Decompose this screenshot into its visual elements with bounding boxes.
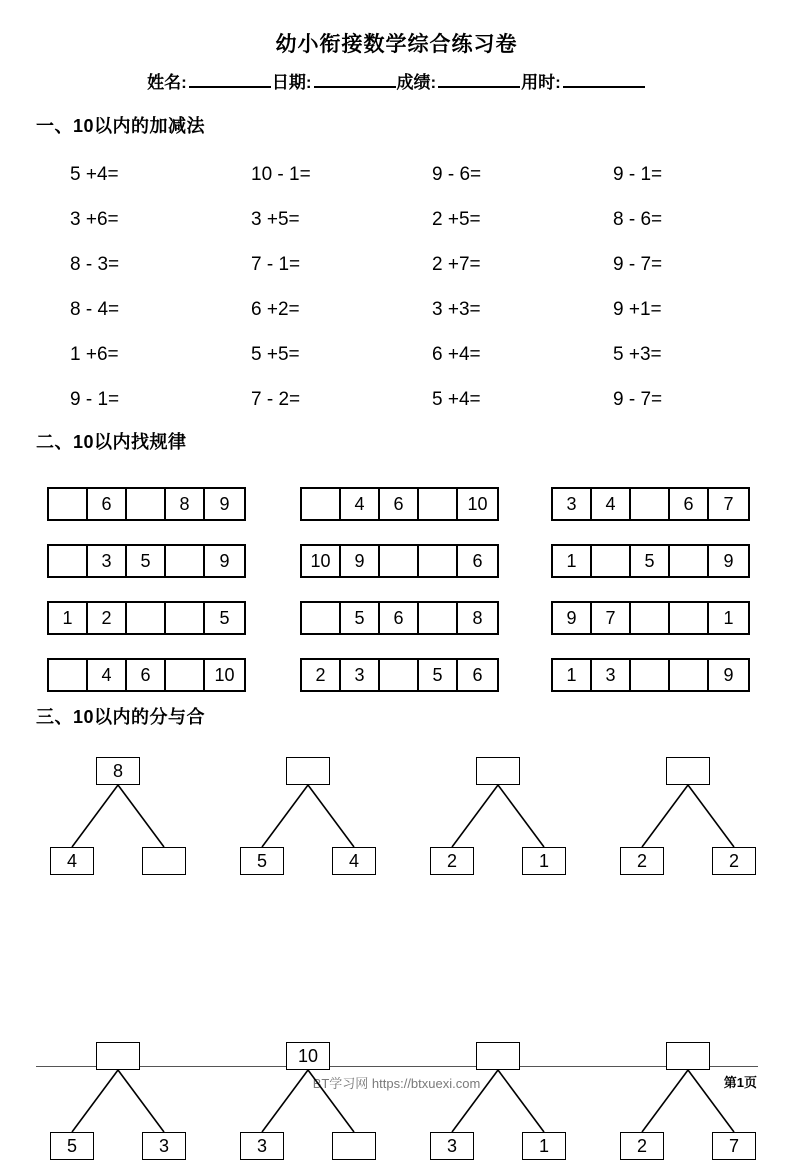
number-pattern-cell: 4 — [341, 489, 380, 519]
number-bond-blank-box[interactable] — [96, 1042, 140, 1070]
number-pattern-row — [0, 487, 793, 544]
number-pattern-cell: 5 — [341, 603, 380, 633]
number-pattern-cell: 10 — [467, 493, 488, 514]
number-pattern-blank-cell[interactable] — [631, 603, 670, 633]
number-pattern-strip — [551, 544, 750, 578]
number-pattern-strip — [47, 601, 246, 635]
number-bond-box: 8 — [96, 757, 140, 785]
number-pattern-blank-cell[interactable] — [166, 603, 205, 633]
number-pattern-cell: 1 — [723, 607, 734, 628]
number-pattern-blank-cell[interactable] — [670, 603, 709, 633]
arithmetic-problem[interactable]: 3 +3= — [432, 298, 481, 320]
section-heading-number-bonds: 三、10以内的分与合 — [36, 707, 206, 727]
number-bond-blank-box[interactable] — [666, 757, 710, 785]
number-bond-blank-box[interactable] — [666, 1042, 710, 1070]
arithmetic-problem[interactable]: 8 - 6= — [613, 208, 663, 230]
arithmetic-problem[interactable]: 2 +5= — [432, 208, 481, 230]
number-bond-box: 4 — [50, 847, 94, 875]
meta-field-blank[interactable] — [563, 85, 645, 88]
number-pattern-strip — [551, 658, 750, 692]
number-bond — [608, 757, 768, 882]
number-pattern-strip — [300, 487, 499, 521]
number-pattern-cell: 3 — [553, 489, 592, 519]
number-bond-box: 10 — [286, 1042, 330, 1070]
number-pattern-cell: 7 — [592, 603, 631, 633]
number-pattern-cell: 6 — [127, 660, 166, 690]
number-pattern-cell: 6 — [380, 603, 419, 633]
number-pattern-blank-cell[interactable] — [302, 489, 341, 519]
number-bond-box: 3 — [430, 1132, 474, 1160]
arithmetic-problem-grid — [36, 152, 760, 422]
meta-field — [272, 68, 397, 93]
number-bond-box: 7 — [712, 1132, 756, 1160]
number-pattern-strip — [551, 601, 750, 635]
arithmetic-problem[interactable]: 8 - 3= — [70, 253, 120, 275]
section-heading-addition-subtraction: 一、10以内的加减法 — [36, 116, 206, 136]
number-pattern-cell: 6 — [472, 664, 483, 685]
number-pattern-cell: 7 — [723, 493, 734, 514]
number-pattern-cell: 9 — [553, 603, 592, 633]
arithmetic-problem[interactable]: 6 +2= — [251, 298, 300, 320]
meta-field — [147, 68, 272, 93]
student-info-row — [0, 68, 793, 93]
number-bond-box: 2 — [430, 847, 474, 875]
number-bond — [228, 757, 388, 882]
meta-field-label: 成绩: — [396, 73, 437, 92]
footer-credit: BT学习网 https://btxuexi.com — [312, 1076, 481, 1091]
number-pattern-strip — [300, 658, 499, 692]
number-bond — [418, 757, 578, 882]
number-pattern-cell: 5 — [219, 607, 230, 628]
number-pattern-cell: 4 — [88, 660, 127, 690]
number-bond — [38, 757, 198, 882]
number-bond-blank-box[interactable] — [286, 757, 330, 785]
number-pattern-strip — [47, 487, 246, 521]
number-pattern-cell: 9 — [723, 550, 734, 571]
number-pattern-blank-cell[interactable] — [49, 546, 88, 576]
arithmetic-problem[interactable]: 6 +4= — [432, 343, 481, 365]
number-pattern-blank-cell[interactable] — [302, 603, 341, 633]
number-pattern-blank-cell[interactable] — [380, 546, 419, 576]
number-pattern-cell: 1 — [553, 660, 592, 690]
number-pattern-blank-cell[interactable] — [592, 546, 631, 576]
page-title: 幼小衔接数学综合练习卷 — [275, 33, 518, 56]
arithmetic-problem[interactable]: 8 - 4= — [70, 298, 120, 320]
number-pattern-cell: 8 — [472, 607, 483, 628]
number-bond-box: 2 — [712, 847, 756, 875]
number-pattern-strip — [47, 544, 246, 578]
number-pattern-blank-cell[interactable] — [127, 603, 166, 633]
number-bond-box: 3 — [240, 1132, 284, 1160]
number-pattern-blank-cell[interactable] — [380, 660, 419, 690]
number-pattern-row — [0, 601, 793, 658]
number-bond-box: 5 — [50, 1132, 94, 1160]
number-bond — [418, 1042, 578, 1167]
number-pattern-cell: 5 — [631, 546, 670, 576]
arithmetic-problem[interactable]: 9 - 1= — [70, 388, 120, 410]
meta-field — [521, 68, 646, 93]
number-pattern-blank-cell[interactable] — [419, 603, 458, 633]
number-pattern-blank-cell[interactable] — [166, 660, 205, 690]
number-pattern-cell: 2 — [302, 660, 341, 690]
number-pattern-blank-cell[interactable] — [419, 489, 458, 519]
arithmetic-problem[interactable]: 5 +3= — [613, 343, 662, 365]
arithmetic-problem[interactable]: 9 - 7= — [613, 388, 663, 410]
number-pattern-cell: 9 — [219, 493, 230, 514]
arithmetic-problem[interactable]: 9 - 1= — [613, 163, 663, 185]
number-pattern-row — [0, 544, 793, 601]
number-pattern-strip — [300, 601, 499, 635]
arithmetic-problem[interactable]: 7 - 1= — [251, 253, 301, 275]
arithmetic-problem[interactable]: 3 +5= — [251, 208, 300, 230]
meta-field-blank[interactable] — [189, 85, 271, 88]
number-pattern-cell: 2 — [88, 603, 127, 633]
meta-field-label: 用时: — [521, 73, 561, 92]
number-pattern-cell: 3 — [341, 660, 380, 690]
arithmetic-problem[interactable]: 3 +6= — [70, 208, 119, 230]
number-bond-box: 3 — [142, 1132, 186, 1160]
number-pattern-cell: 3 — [88, 546, 127, 576]
number-pattern-blank-cell[interactable] — [670, 660, 709, 690]
number-pattern-blank-cell[interactable] — [419, 546, 458, 576]
number-bond — [38, 1042, 198, 1167]
number-bond-box: 5 — [240, 847, 284, 875]
number-pattern-cell: 3 — [592, 660, 631, 690]
number-pattern-area — [0, 487, 793, 715]
number-pattern-cell: 4 — [592, 489, 631, 519]
meta-field-blank[interactable] — [438, 85, 520, 88]
number-pattern-cell: 6 — [472, 550, 483, 571]
section-heading-number-patterns: 二、10以内找规律 — [36, 432, 187, 452]
arithmetic-problem[interactable]: 9 - 7= — [613, 253, 663, 275]
number-bond-blank-box[interactable] — [332, 1132, 376, 1160]
number-pattern-blank-cell[interactable] — [127, 489, 166, 519]
number-pattern-cell: 5 — [127, 546, 166, 576]
number-pattern-cell: 9 — [219, 550, 230, 571]
number-pattern-cell: 10 — [302, 546, 341, 576]
page-number: 第1页 — [723, 1075, 757, 1090]
arithmetic-problem[interactable]: 5 +4= — [70, 163, 119, 185]
number-pattern-blank-cell[interactable] — [49, 660, 88, 690]
number-bond-box: 1 — [522, 1132, 566, 1160]
number-pattern-strip — [300, 544, 499, 578]
number-pattern-cell: 1 — [553, 546, 592, 576]
meta-field-label: 日期: — [271, 73, 312, 92]
number-bond-row — [0, 1042, 793, 1172]
meta-field — [397, 68, 522, 93]
arithmetic-problem[interactable]: 2 +7= — [432, 253, 481, 275]
number-bond-box: 2 — [620, 1132, 664, 1160]
number-pattern-blank-cell[interactable] — [631, 489, 670, 519]
number-bond-box: 4 — [332, 847, 376, 875]
arithmetic-problem[interactable]: 9 - 6= — [432, 163, 482, 185]
number-pattern-blank-cell[interactable] — [49, 489, 88, 519]
number-bond-blank-box[interactable] — [142, 847, 186, 875]
number-pattern-cell: 9 — [341, 546, 380, 576]
number-pattern-strip — [551, 487, 750, 521]
number-pattern-blank-cell[interactable] — [670, 546, 709, 576]
number-pattern-cell: 10 — [214, 664, 235, 685]
number-pattern-cell: 5 — [419, 660, 458, 690]
arithmetic-problem[interactable]: 10 - 1= — [251, 163, 311, 185]
number-pattern-blank-cell[interactable] — [631, 660, 670, 690]
number-bond-blank-box[interactable] — [476, 1042, 520, 1070]
arithmetic-problem[interactable]: 5 +4= — [432, 388, 481, 410]
meta-field-label: 姓名: — [147, 73, 187, 92]
arithmetic-problem[interactable]: 7 - 2= — [251, 388, 301, 410]
number-pattern-strip — [47, 658, 246, 692]
number-pattern-cell: 1 — [49, 603, 88, 633]
number-pattern-cell: 9 — [723, 664, 734, 685]
number-pattern-cell: 6 — [380, 489, 419, 519]
arithmetic-problem[interactable]: 5 +5= — [251, 343, 300, 365]
meta-field-blank[interactable] — [314, 85, 396, 88]
number-bond-row — [0, 757, 793, 887]
number-bond-blank-box[interactable] — [476, 757, 520, 785]
number-bond — [608, 1042, 768, 1167]
number-pattern-blank-cell[interactable] — [166, 546, 205, 576]
number-pattern-cell: 8 — [166, 489, 205, 519]
arithmetic-problem[interactable]: 1 +6= — [70, 343, 119, 365]
number-pattern-cell: 6 — [88, 489, 127, 519]
arithmetic-problem[interactable]: 9 +1= — [613, 298, 662, 320]
number-bond — [228, 1042, 388, 1167]
number-pattern-cell: 6 — [670, 489, 709, 519]
number-bond-box: 1 — [522, 847, 566, 875]
number-bond-box: 2 — [620, 847, 664, 875]
